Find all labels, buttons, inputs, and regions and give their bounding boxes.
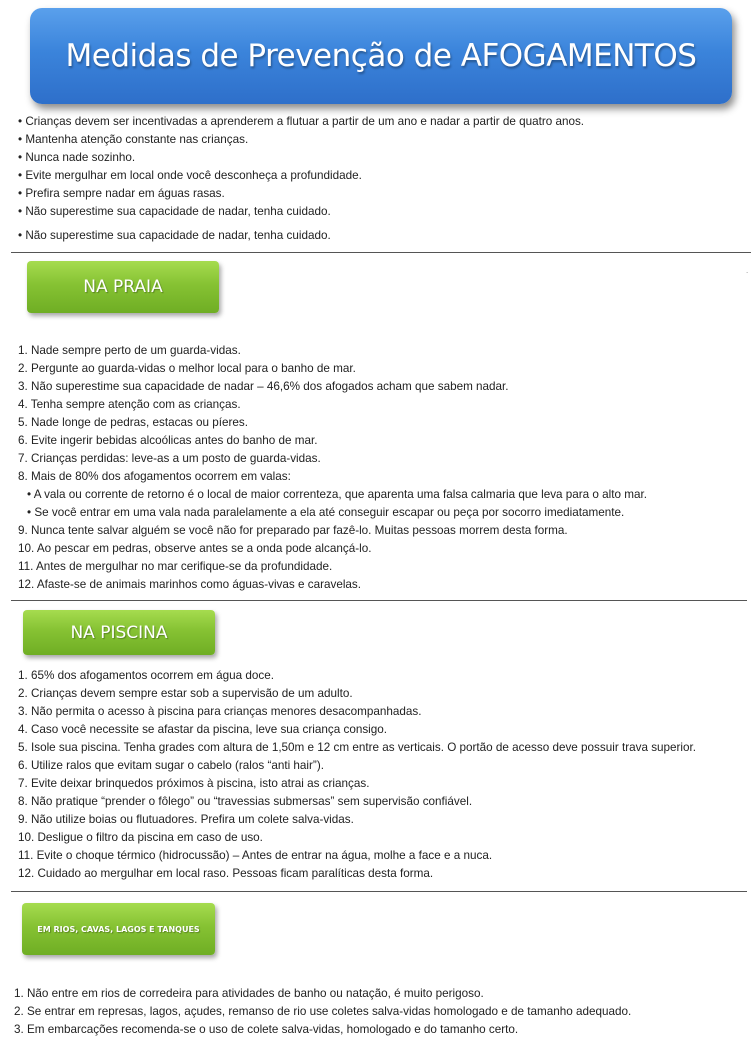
section-button-label: NA PISCINA [70, 622, 168, 643]
list-item: 12. Cuidado ao mergulhar em local raso. Pessoas ficam paralíticas desta forma. [18, 867, 434, 880]
general-tip: • Mantenha atenção constante nas crianças. [18, 133, 249, 146]
list-item: 2. Se entrar em represas, lagos, açudes, remanso de rio use coletes salva-vidas homologado e de tamanho adequado. [14, 1005, 632, 1018]
list-item: 6. Evite ingerir bebidas alcoólicas antes do banho de mar. [18, 434, 318, 447]
list-item: 8. Mais de 80% dos afogamentos ocorrem em valas: [18, 470, 291, 483]
section-button-praia[interactable] [27, 261, 219, 313]
general-tip: • Não superestime sua capacidade de nadar, tenha cuidado. [18, 205, 331, 218]
list-item: 4. Caso você necessite se afastar da piscina, leve sua criança consigo. [18, 723, 388, 736]
page-title: Medidas de Prevenção de AFOGAMENTOS [65, 38, 697, 74]
list-item: 4. Tenha sempre atenção com as crianças. [18, 398, 241, 411]
list-item: 2. Pergunte ao guarda-vidas o melhor local para o banho de mar. [18, 362, 356, 375]
list-item: 3. Não superestime sua capacidade de nadar – 46,6% dos afogados acham que sabem nadar. [18, 380, 509, 393]
list-item: 9. Nunca tente salvar alguém se você não for preparado par fazê-lo. Muitas pessoas morrem desta forma. [18, 524, 568, 537]
list-item: 10. Desligue o filtro da piscina em caso de uso. [18, 831, 263, 844]
list-item: 9. Não utilize boias ou flutuadores. Prefira um colete salva-vidas. [18, 813, 354, 826]
sub-list-item: • A vala ou corrente de retorno é o local de maior correnteza, que aparenta uma falsa calmaria que leva para o alto mar. [27, 488, 647, 501]
section-button-label: EM RIOS, CAVAS, LAGOS E TANQUES [37, 924, 200, 934]
title-banner [30, 8, 732, 104]
list-item: 1. Nade sempre perto de um guarda-vidas. [18, 344, 241, 357]
general-tip: • Nunca nade sozinho. [18, 151, 136, 164]
list-item: 2. Crianças devem sempre estar sob a supervisão de um adulto. [18, 687, 353, 700]
list-item: 12. Afaste-se de animais marinhos como águas-vivas e caravelas. [18, 578, 362, 591]
list-item: 11. Antes de mergulhar no mar cerifique-se da profundidade. [18, 560, 333, 573]
section-divider [11, 252, 751, 253]
list-item: 11. Evite o choque térmico (hidrocussão) – Antes de entrar na água, molhe a face e a nuca. [18, 849, 493, 862]
list-item: 1. 65% dos afogamentos ocorrem em água doce. [18, 669, 274, 682]
section-divider [11, 600, 747, 601]
sub-list-item: • Se você entrar em uma vala nada paralelamente a ela até conseguir escapar ou peça por socorro imediatamente. [27, 506, 625, 519]
list-item: 5. Isole sua piscina. Tenha grades com altura de 1,50m e 12 cm entre as verticais. O portão de acesso deve possuir trava superior. [18, 741, 697, 754]
general-tip: • Evite mergulhar em local onde você desconheça a profundidade. [18, 169, 362, 182]
section-button-piscina[interactable] [23, 610, 215, 655]
list-item: 7. Evite deixar brinquedos próximos à piscina, isto atrai as crianças. [18, 777, 370, 790]
general-tip: • Prefira sempre nadar em águas rasas. [18, 187, 225, 200]
section-button-label: NA PRAIA [83, 277, 163, 297]
list-item: 3. Não permita o acesso à piscina para crianças menores desacompanhadas. [18, 705, 422, 718]
section-button-rios[interactable] [22, 903, 215, 955]
list-item: 3. Em embarcações recomenda-se o uso de colete salva-vidas, homologado e do tamanho certo. [14, 1023, 519, 1036]
list-item: 8. Não pratique “prender o fôlego” ou “travessias submersas” sem supervisão confiável. [18, 795, 473, 808]
list-item: 10. Ao pescar em pedras, observe antes se a onda pode alcançá-lo. [18, 542, 372, 555]
list-item: 5. Nade longe de pedras, estacas ou píeres. [18, 416, 249, 429]
general-tip: • Não superestime sua capacidade de nadar, tenha cuidado. [18, 229, 331, 242]
section-divider [11, 891, 747, 892]
edge-mark: . [746, 266, 749, 275]
list-item: 1. Não entre em rios de corredeira para atividades de banho ou natação, é muito perigoso. [14, 987, 484, 1000]
list-item: 6. Utilize ralos que evitam sugar o cabelo (ralos “anti hair”). [18, 759, 324, 772]
list-item: 7. Crianças perdidas: leve-as a um posto de guarda-vidas. [18, 452, 321, 465]
general-tip: • Crianças devem ser incentivadas a aprenderem a flutuar a partir de um ano e nadar a partir de quatro anos. [18, 115, 585, 128]
